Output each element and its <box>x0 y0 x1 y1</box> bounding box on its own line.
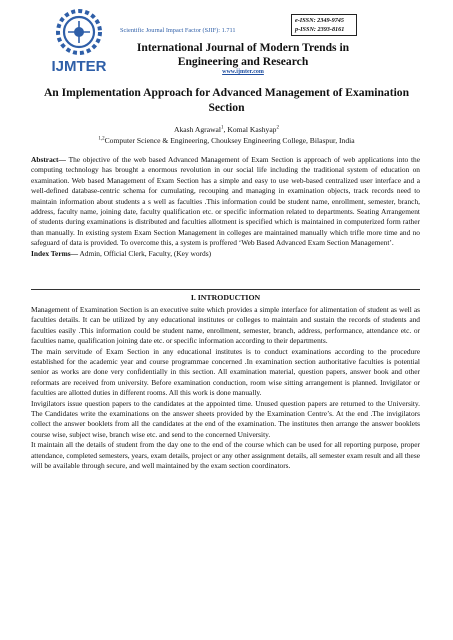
eissn: e-ISSN: 2349-9745 <box>295 17 344 24</box>
section-divider <box>31 289 420 290</box>
abstract-block <box>31 155 420 259</box>
affiliation-line <box>40 135 413 146</box>
paper-title: An Implementation Approach for Advanced Management of Examination Section <box>43 86 410 114</box>
section-heading-introduction: I. INTRODUCTION <box>190 293 261 302</box>
keywords-label: Index Terms— <box>31 248 79 258</box>
issn-box <box>291 14 357 36</box>
author-1-sup: 1 <box>221 125 224 131</box>
affiliation-sup: 1,2 <box>98 136 105 142</box>
journal-logo <box>48 8 110 82</box>
author-2: Komal Kashyap <box>227 125 277 134</box>
author-separator: , <box>223 125 228 134</box>
intro-paragraph-2: The main servitude of Exam Section in any educational institutes is to conduct examinations according to the procedure established for the academic year and course programmae concerned .In examination section authoritative faculties is potential senior as works are done very confidentially in this section. All examination material, question papers, answer book and other reformats are received from university. Before examination conduction, room wise sitting arrangement is planned. Invigilator or faculties are allotted duties in different rooms. All this work is done manually. <box>31 346 420 398</box>
journal-title: International Journal of Modern Trends in Engineering and Research <box>136 41 350 68</box>
intro-paragraph-1: Management of Examination Section is an executive suite which provides a simple interface for alimentation of student as well as faculties details. It can be utilized by any educational institutes or colleges to maintain and sustain the records of students and faculties easily .This information could be student name, enrollment, semester, branch, address, performance, attendance etc. or faculties name, qualification joining date etc. or specific information according to their departments. <box>31 305 420 346</box>
abstract-text: The objective of the web based Advanced Management of Exam Section is approach of web applications into the computing technology has brought a enormous revolution in our social life including the traditional system of education on examination. Web based Management of Exam Section has a simple and easy to use web-based centralized user interface and a well-defined database-centric schema for cumulating, recouping and managing in examination objects, track records need to maintain information about students a s well as faculties .This information could be student name, enrollment, semester, branch, address, faculty name, joining date, faculty qualification etc. or specific information related to departments. Seating Arrangement of students during examinations is distributed and faculties allotment is specified which is maintained in computerized form rather than manually. In existing system Exam Section Management in colleges are maintained manually which trifle more time and no safeguard of data is provided. To overcome this, a system is proffered ‘Web Based Advanced Exam Section Management’. <box>31 155 420 248</box>
journal-url-link[interactable]: www.ijmter.com <box>222 69 264 75</box>
abstract-label: Abstract— <box>31 155 66 164</box>
impact-factor: Scientific Journal Impact Factor (SJIF): 1.711 <box>120 27 236 34</box>
pissn: p-ISSN: 2393-8161 <box>295 26 345 33</box>
logo-wordmark: IJMTER <box>51 58 107 75</box>
gear-emblem-icon <box>58 11 100 53</box>
abstract-paragraph <box>31 155 420 249</box>
introduction-body <box>31 305 420 472</box>
intro-paragraph-3: Invigilators issue question papers to the candidates at the appointed time. Unused question papers are returned to the University. The Candidates write the examinations on the answer sheets provided by the Examination Centre’s. At the end .The invigilators collect the answer booklets from all the candidates at the end of the examination. The institutes then arrange the answer booklets course wise, subject wise, branch wise etc. and send to the concerned University. <box>31 398 420 439</box>
author-2-sup: 2 <box>276 125 279 131</box>
keywords-line <box>31 249 420 259</box>
intro-paragraph-4: It maintain all the details of student from the day one to the end of the course which can be used for all reporting purpose, proper attendance, completed semesters, years, exam details, project or any other assignment details, all semester exam result and all these will be available through secure, and well maintained by the exam section coordinators. <box>31 440 420 471</box>
author-line <box>40 124 413 135</box>
keywords-text: Admin, Official Clerk, Faculty, (Key words) <box>78 248 212 258</box>
author-1: Akash Agrawal <box>174 125 222 134</box>
affiliation: Computer Science & Engineering, Chouksey Engineering College, Bilaspur, India <box>104 136 355 145</box>
